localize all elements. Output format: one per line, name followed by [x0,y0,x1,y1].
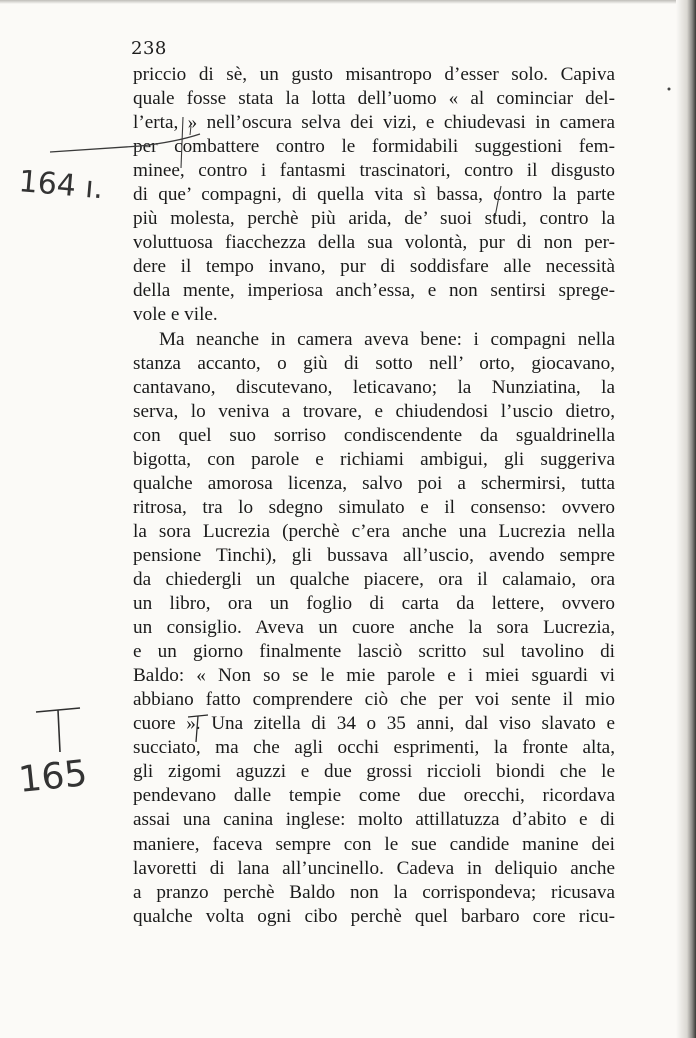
text-line: Baldo: « Non so se le mie parole e i miei sguardi vi [133,665,615,687]
text-line: lavoretti di lana all’uncinello. Cadeva in deliquio anche [133,857,615,879]
text-line: qualche amorosa licenza, salvo poi a schermirsi, tutta [133,472,615,494]
text-line: e un giorno finalmente lasciò scritto sul tavolino di [133,641,615,663]
text-line: gli zigomi aguzzi e due grossi riccioli biondi che le [133,761,615,783]
ink-speck [668,88,671,91]
pencil-t-mark [36,708,80,752]
text-line: cuore ». Una zitella di 34 o 35 anni, dal viso slavato e [133,713,615,735]
pencil-margin-note-upper: 164 ı. [17,164,105,207]
text-line: maniere, faceva sempre con le sue candide manine dei [133,833,615,855]
page-number: 238 [131,38,167,59]
text-line: assai una canina inglese: molto attillatuzza d’abito e di [133,809,615,831]
text-line: priccio di sè, un gusto misantropo d’esser solo. Capiva [133,64,615,85]
pencil-margin-note-lower: 165 [16,752,90,801]
text-line: pendevano dalle tempie come due orecchi, ricordava [133,785,615,807]
text-line: quale fosse stata la lotta dell’uomo « al cominciar del- [133,88,615,110]
text-line: un libro, ora un foglio di carta da lettere, ovvero [133,593,615,615]
pencil-vertical-stroke [190,126,191,135]
text-line: pensione Tinchi), gli bussava all’uscio, avendo sempre [133,544,615,566]
text-line: per combattere contro le formidabili suggestioni fem- [133,136,615,158]
text-line: voluttuosa fiacchezza della sua volontà, pur di non per- [133,232,615,254]
text-line: vole e vile. [133,304,218,326]
text-line: serva, lo veniva a trovare, e chiudendosi l’uscio dietro, [133,400,615,422]
text-line: dere il tempo invano, pur di soddisfare alle necessità [133,256,615,278]
text-line: con quel suo sorriso condiscendente da sgualdrinella [133,424,615,446]
text-line: più molesta, perchè più arida, de’ suoi studi, contro la [133,208,615,230]
pencil-vertical-stroke [494,186,501,222]
pencil-vertical-stroke [181,117,183,168]
text-line: stanza accanto, o giù di sotto nell’ orto, giocavano, [133,352,615,374]
text-line: la sora Lucrezia (perchè c’era anche una Lucrezia nella [133,520,615,542]
text-line: un consiglio. Aveva un cuore anche la sora Lucrezia, [133,617,615,639]
text-line: minee, contro i fantasmi trascinatori, contro il disgusto [133,160,615,182]
text-line: ritrosa, tra lo sdegno simulato e il consenso: ovvero [133,496,615,518]
text-line: da chiedergli un qualche piacere, ora il calamaio, ora [133,568,615,590]
text-line: succiato, ma che agli occhi esprimenti, la fronte alta, [133,737,615,759]
paragraph-start-line: Ma neanche in camera aveva bene: i compagni nella [159,328,615,350]
text-line: bigotta, con parole e richiami ambigui, gli suggeriva [133,448,615,470]
pencil-correction-mark [188,715,208,742]
text-line: l’erta, » nell’oscura selva dei vizi, e chiudevasi in camera [133,112,615,134]
text-line: a pranzo perchè Baldo non la corrispondeva; ricusava [133,881,615,903]
text-line: qualche volta ogni cibo perchè quel barbaro core ricu- [133,905,615,927]
text-line: di que’ compagni, di quella vita sì bassa, contro la parte [133,184,615,206]
text-line: abbiano fatto comprendere ciò che per voi sente il mio [133,689,615,711]
text-line: della mente, imperiosa anch’essa, e non sentirsi sprege- [133,280,615,302]
pencil-bracket-line [50,134,200,152]
text-line: cantavano, discutevano, leticavano; la Nunziatina, la [133,376,615,398]
